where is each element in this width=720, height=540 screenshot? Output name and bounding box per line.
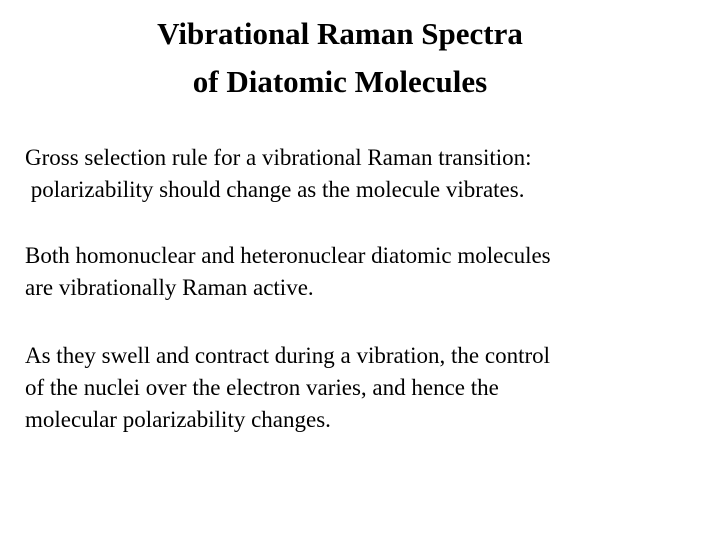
paragraph-line: Both homonuclear and heteronuclear diatomic molecules [25, 243, 551, 268]
paragraph-line: of the nuclei over the electron varies, and hence the [25, 375, 499, 400]
title-line-2: of Diatomic Molecules [192, 64, 488, 99]
paragraph-line: polarizability should change as the molecule vibrates. [25, 177, 525, 202]
paragraph-line: molecular polarizability changes. [25, 407, 331, 432]
paragraph-raman-active [25, 240, 705, 304]
paragraph-selection-rule [25, 142, 705, 206]
title-line-1: Vibrational Raman Spectra [157, 16, 523, 51]
paragraph-line: As they swell and contract during a vibration, the control [25, 343, 551, 368]
paragraph-polarizability-explanation [25, 340, 705, 436]
paragraph-line: are vibrationally Raman active. [25, 275, 314, 300]
paragraph-line: Gross selection rule for a vibrational Raman transition: [25, 145, 532, 170]
slide-title [60, 10, 620, 106]
